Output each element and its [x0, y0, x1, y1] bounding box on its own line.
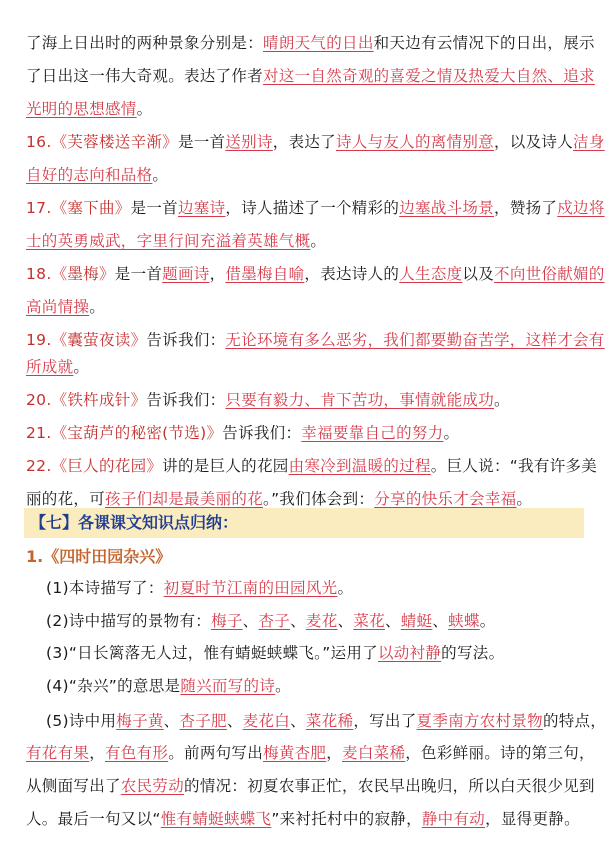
answer-text: 高尚情操: [26, 298, 90, 316]
text-segment: ，表达诗人的: [304, 265, 400, 283]
answer-text: 麦花: [305, 612, 338, 630]
answer-text: 梅子黄: [116, 712, 164, 730]
answer-text: 孩子们却是最美丽的花: [105, 490, 264, 508]
answer-text: 幸福要靠自己的努力: [301, 424, 444, 442]
text-segment: ，表达了: [272, 133, 336, 151]
lesson-title: 《宝葫芦的秘密(节选)》: [51, 424, 223, 442]
items-line: [46, 710, 607, 732]
lines-line: [26, 65, 595, 87]
text-segment: 是一首: [130, 199, 178, 217]
answer-text: 有色有形: [105, 744, 169, 762]
answer-text: 借墨梅自喻: [225, 265, 305, 283]
answer-text: 晴朗天气的日出: [263, 34, 374, 52]
answer-text: 自好的志向和品格: [26, 166, 153, 184]
answer-text: 题画诗: [162, 265, 210, 283]
answer-text: 麦花白: [242, 712, 291, 730]
text-segment: ，: [89, 744, 106, 762]
text-segment: 从侧面写出了: [26, 777, 121, 795]
items-line: [46, 577, 586, 599]
lesson-title: 《囊萤夜读》: [51, 331, 147, 349]
answer-text: 菜花稀: [305, 712, 354, 730]
answer-text: 人生态度: [399, 265, 463, 283]
lines-line: [26, 263, 605, 285]
tail-line: [26, 742, 595, 764]
text-segment: 。巨人说：“我有许多美: [430, 457, 598, 475]
lesson-title: 《芙蓉楼送辛渐》: [51, 133, 178, 151]
text-segment: ，写出了: [353, 712, 417, 730]
text-segment: 讲的是巨人的花园: [162, 457, 289, 475]
text-segment: 告诉我们：: [146, 391, 226, 409]
text-segment: (5)诗中用: [46, 712, 117, 730]
answer-text: 惟有蜻蜓蛱蝶飞: [160, 810, 272, 828]
answer-text: 梅子: [211, 612, 243, 630]
text-segment: 是一首: [114, 265, 163, 283]
text-segment: 、: [290, 612, 306, 630]
answer-text: 菜花: [353, 612, 385, 630]
lesson-heading: 1.《四时田园杂兴》: [26, 547, 172, 566]
answer-text: 蛱蝶: [448, 612, 480, 630]
text-segment: 。: [337, 579, 354, 597]
text-segment: 告诉我们：: [146, 331, 226, 349]
answer-text: 送别诗: [225, 133, 273, 151]
text-segment: 的写法。: [441, 644, 505, 662]
text-segment: 以及: [462, 265, 495, 283]
lines-line: [26, 164, 586, 186]
answer-text: 初夏时节江南的田园风光: [163, 579, 338, 597]
text-segment: 。前两句写出: [168, 744, 264, 762]
answer-text: 洁身: [573, 133, 605, 151]
text-segment: (1)本诗描写了：: [46, 579, 164, 597]
text-segment: 。: [275, 677, 291, 695]
answer-text: 只要有毅力、肯下苦功，事情就能成功: [225, 391, 494, 409]
answer-text: 有花有果: [26, 744, 90, 762]
answer-text: 随兴而写的诗: [180, 677, 276, 695]
text-segment: ，诗人描述了一个精彩的: [225, 199, 400, 217]
text-segment: 的特点，: [542, 712, 607, 730]
answer-text: 以动衬静: [377, 644, 442, 662]
lines-line: [26, 422, 586, 444]
answer-text: 所成就: [26, 358, 74, 376]
answer-text: 光明的思想感情: [26, 100, 137, 118]
text-segment: 。: [443, 424, 460, 442]
text-segment: 。: [73, 358, 90, 376]
text-segment: 、: [226, 712, 243, 730]
item-number: 20.: [26, 391, 52, 409]
text-segment: 。”我们体会到：: [263, 490, 375, 508]
lesson-title: 《塞下曲》: [51, 199, 131, 217]
lines-line: [26, 131, 605, 153]
text-segment: (3)“日长篱落无人过，惟有蜻蜓蛱蝶飞。”运用了: [46, 644, 378, 662]
answer-text: 杏子肥: [179, 712, 227, 730]
answer-text: 不向世俗献媚的: [494, 265, 605, 283]
text-segment: ，: [326, 744, 343, 762]
text-segment: 。: [89, 298, 106, 316]
text-segment: 。: [136, 100, 153, 118]
lines-line: [26, 296, 586, 318]
text-segment: 、: [163, 712, 180, 730]
text-segment: 人。最后一句又以“: [26, 810, 161, 828]
lines-line: [26, 389, 586, 411]
lesson-title: 《铁杵成针》: [51, 391, 147, 409]
lines-line: [26, 32, 595, 54]
text-segment: ，赞扬了: [494, 199, 558, 217]
text-segment: ，以及诗人: [494, 133, 574, 151]
text-segment: 是一首: [177, 133, 226, 151]
text-segment: 。: [479, 612, 496, 630]
answer-text: 蜻蜓: [400, 612, 433, 630]
items-line: [46, 642, 586, 664]
text-segment: ，显得更静。: [485, 810, 580, 828]
answer-text: 戍边将: [557, 199, 605, 217]
text-segment: (2)诗中描写的景物有：: [46, 612, 212, 630]
tail-line: [26, 775, 595, 797]
answer-text: 夏季南方农村景物: [416, 712, 543, 730]
text-segment: 、: [242, 612, 259, 630]
text-segment: 告诉我们：: [222, 424, 302, 442]
answer-text: 由寒冷到温暖的过程: [288, 457, 431, 475]
text-segment: 、: [337, 612, 354, 630]
item-number: 19.: [26, 331, 52, 349]
items-line: [46, 610, 586, 632]
text-segment: 了海上日出时的两种景象分别是：: [26, 34, 264, 52]
text-segment: 了日出这一伟大奇观。表达了作者: [26, 67, 264, 85]
text-segment: (4)“杂兴”的意思是: [46, 677, 181, 695]
answer-text: 无论环境有多么恶劣，我们都要勤奋苦学，这样才会有: [225, 331, 605, 349]
tail-line: [26, 808, 586, 830]
answer-text: 麦白菜稀: [342, 744, 406, 762]
text-segment: ，色彩鲜丽。诗的第三句，: [405, 744, 595, 762]
text-segment: 的情况：初夏农事正忙，农民早出晚归，所以白天很少见到: [184, 777, 595, 795]
item-number: 16.: [26, 133, 52, 151]
answer-text: 边塞战斗场景: [399, 199, 495, 217]
answer-text: 杏子: [258, 612, 291, 630]
lines-line: [26, 455, 598, 477]
text-segment: ”来衬托村中的寂静，: [271, 810, 422, 828]
text-segment: 。: [516, 490, 533, 508]
lines-line: [26, 98, 586, 120]
item-number: 21.: [26, 424, 52, 442]
answer-text: 诗人与友人的离情别意: [335, 133, 494, 151]
text-segment: 。: [152, 166, 169, 184]
text-segment: 丽的花，可: [26, 490, 106, 508]
answer-text: 边塞诗: [177, 199, 226, 217]
text-segment: 、: [384, 612, 401, 630]
answer-text: 对这一自然奇观的喜爱之情及热爱大自然、追求: [263, 67, 595, 85]
lines-line: [26, 329, 605, 351]
text-segment: 、: [432, 612, 449, 630]
lines-line: [26, 230, 586, 252]
lesson-title: 《墨梅》: [51, 265, 115, 283]
answer-text: 静中有动: [421, 810, 486, 828]
item-number: 22.: [26, 457, 52, 475]
lines-line: [26, 356, 586, 378]
answer-text: 士的英勇威武，字里行间充溢着英雄气概: [26, 232, 311, 250]
item-number: 17.: [26, 199, 52, 217]
text-segment: 和天边有云情况下的日出，展示: [373, 34, 595, 52]
lines-line: [26, 488, 586, 510]
text-segment: 。: [494, 391, 510, 409]
lines-line: [26, 197, 605, 219]
answer-text: 梅黄杏肥: [263, 744, 327, 762]
items-line: [46, 675, 586, 697]
section-heading: 【七】各课课文知识点归纳：: [30, 513, 239, 532]
item-number: 18.: [26, 265, 52, 283]
text-segment: 、: [290, 712, 306, 730]
lesson-title: 《巨人的花园》: [51, 457, 163, 475]
answer-text: 农民劳动: [120, 777, 185, 795]
answer-text: 分享的快乐才会幸福: [374, 490, 517, 508]
text-segment: ，: [209, 265, 226, 283]
text-segment: 。: [310, 232, 327, 250]
